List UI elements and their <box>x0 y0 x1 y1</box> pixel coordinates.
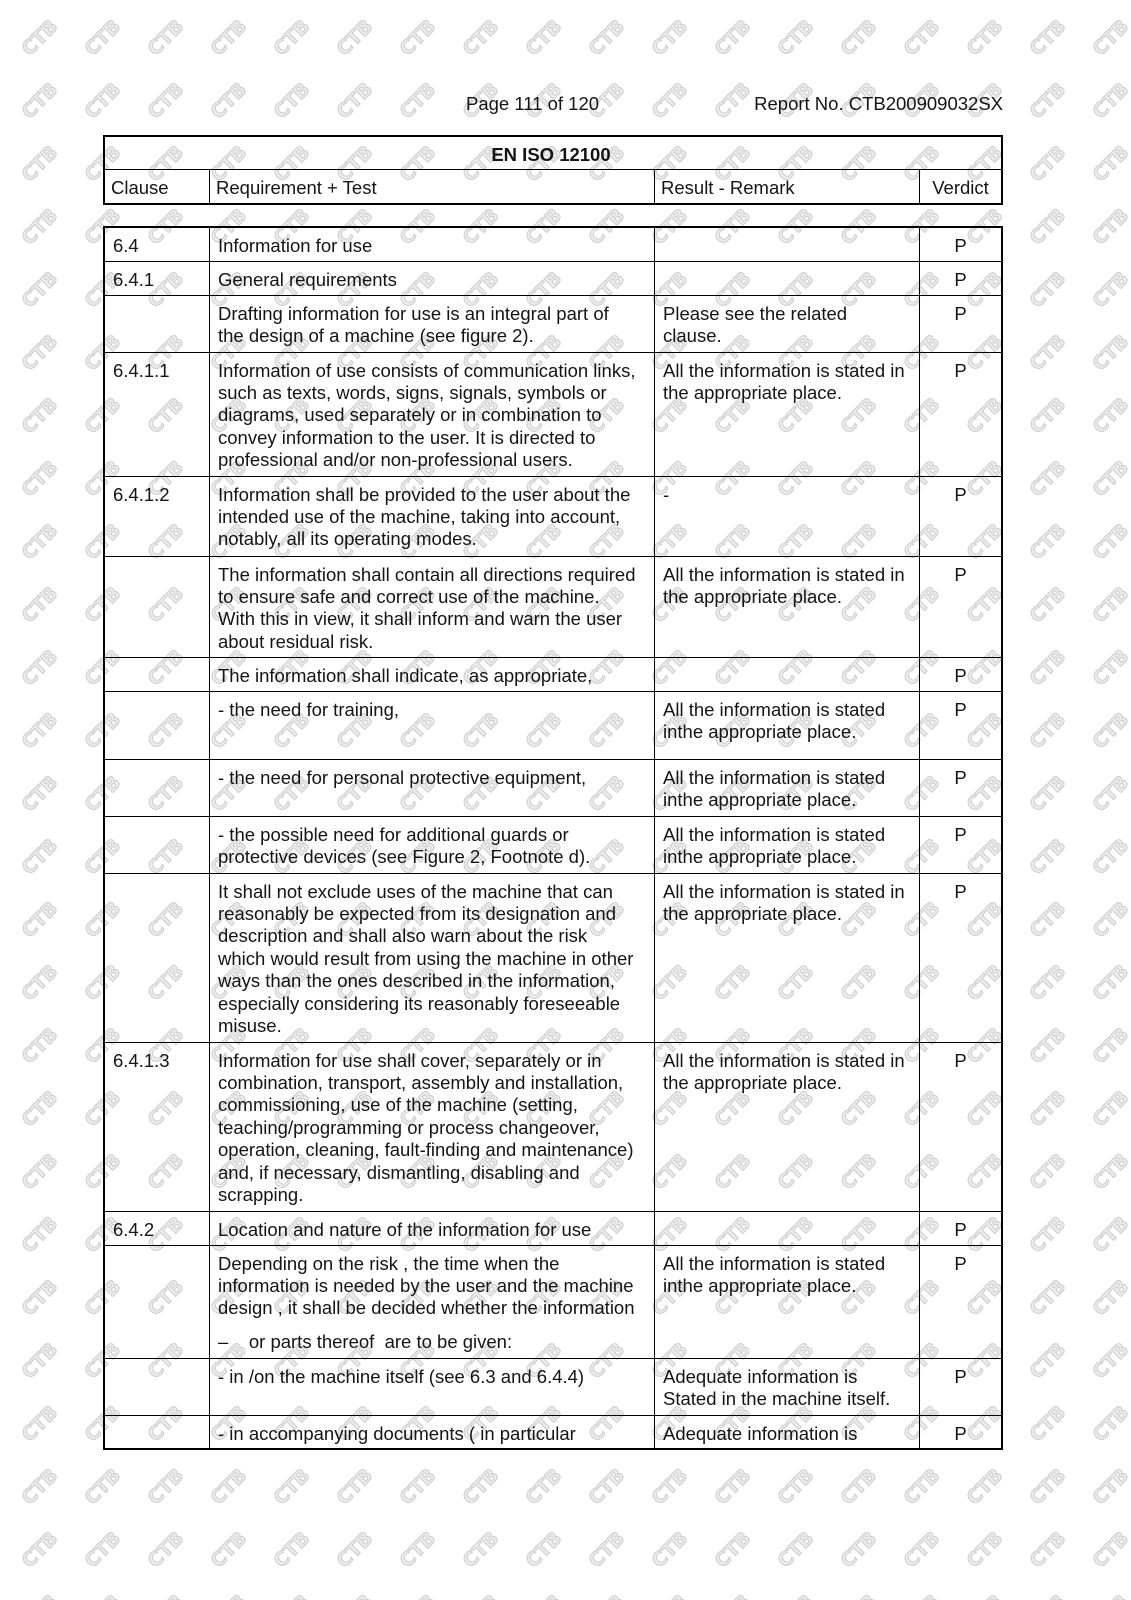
requirement-cell: The information shall indicate, as appropriate, <box>210 658 655 692</box>
table-row <box>105 1043 1003 1212</box>
result-cell <box>655 658 920 692</box>
verdict-cell: P <box>920 1416 1003 1450</box>
result-cell: - <box>655 477 920 557</box>
verdict-cell: P <box>920 353 1003 477</box>
requirement-cell: - the need for personal protective equipment, <box>210 760 655 817</box>
requirement-cell <box>210 1246 655 1359</box>
column-header-clause: Clause <box>105 170 210 205</box>
table-row <box>105 262 1003 296</box>
clause-cell: 6.4 <box>105 228 210 262</box>
verdict-cell: P <box>920 658 1003 692</box>
report-number: Report No. CTB200909032SX <box>754 93 1003 114</box>
clause-cell: 6.4.1 <box>105 262 210 296</box>
verdict-cell: P <box>920 557 1003 658</box>
column-header-result: Result - Remark <box>655 170 920 205</box>
verdict-cell: P <box>920 477 1003 557</box>
requirement-cell: - in /on the machine itself (see 6.3 and 6.4.4) <box>210 1359 655 1416</box>
clause-cell: 6.4.1.1 <box>105 353 210 477</box>
clause-cell <box>105 296 210 353</box>
clause-cell <box>105 817 210 874</box>
requirement-cell: - in accompanying documents ( in particular <box>210 1416 655 1450</box>
table-row <box>105 557 1003 658</box>
standard-header-table <box>103 135 1003 205</box>
clause-cell <box>105 760 210 817</box>
table-row <box>105 228 1003 262</box>
result-cell: All the information is stated in the appropriate place. <box>655 874 920 1043</box>
requirement-cell: Information shall be provided to the user about the intended use of the machine, taking into account, notably, all its operating modes. <box>210 477 655 557</box>
result-cell: All the information is stated inthe appropriate place. <box>655 692 920 760</box>
table-row <box>105 817 1003 874</box>
verdict-cell: P <box>920 1359 1003 1416</box>
result-cell: Please see the related clause. <box>655 296 920 353</box>
clause-cell <box>105 658 210 692</box>
column-header-requirement: Requirement + Test <box>210 170 655 205</box>
table-row <box>105 296 1003 353</box>
standard-title: EN ISO 12100 <box>105 137 1003 170</box>
clause-cell: 6.4.1.3 <box>105 1043 210 1212</box>
verdict-cell: P <box>920 262 1003 296</box>
requirement-cell: General requirements <box>210 262 655 296</box>
result-cell: All the information is stated inthe appropriate place. <box>655 760 920 817</box>
requirement-cell: Location and nature of the information for use <box>210 1212 655 1246</box>
column-header-verdict: Verdict <box>920 170 1003 205</box>
verdict-cell: P <box>920 228 1003 262</box>
requirement-cell: Drafting information for use is an integral part of the design of a machine (see figure 2). <box>210 296 655 353</box>
result-cell: All the information is stated inthe appropriate place. <box>655 817 920 874</box>
table-row <box>105 692 1003 760</box>
table-row <box>105 1416 1003 1450</box>
result-cell: All the information is stated in the appropriate place. <box>655 1043 920 1212</box>
clause-cell <box>105 557 210 658</box>
column-header-row <box>105 170 1003 205</box>
table-row <box>105 353 1003 477</box>
table-row <box>105 477 1003 557</box>
result-cell <box>655 262 920 296</box>
table-row <box>105 1359 1003 1416</box>
requirement-cell: Information for use shall cover, separately or in combination, transport, assembly and installation, commissioning, use of the machine (setting, teaching/programming or process changeover, operation, cleaning, fault-finding and maintenance) and, if necessary, dismantling, disabling and scrapping. <box>210 1043 655 1212</box>
requirement-cell: It shall not exclude uses of the machine that can reasonably be expected from its designation and description and shall also warn about the risk which would result from using the machine in other ways than the ones described in the information, especially considering its reasonably foreseeable misuse. <box>210 874 655 1043</box>
requirement-cell: Information for use <box>210 228 655 262</box>
clause-cell <box>105 692 210 760</box>
page-number: Page 111 of 120 <box>466 93 600 114</box>
result-cell <box>655 228 920 262</box>
clause-cell: 6.4.1.2 <box>105 477 210 557</box>
result-cell: Adequate information is <box>655 1416 920 1450</box>
requirement-note: – or parts thereof are to be given: <box>218 1331 513 1353</box>
clause-cell <box>105 1246 210 1359</box>
verdict-cell: P <box>920 296 1003 353</box>
requirement-cell: - the need for training, <box>210 692 655 760</box>
requirement-cell: - the possible need for additional guards or protective devices (see Figure 2, Footnote d). <box>210 817 655 874</box>
result-cell: All the information is stated inthe appropriate place. <box>655 1246 920 1359</box>
requirements-table <box>103 226 1003 1450</box>
result-cell: All the information is stated in the appropriate place. <box>655 557 920 658</box>
clause-cell <box>105 1416 210 1450</box>
clause-cell <box>105 1359 210 1416</box>
table-row <box>105 1246 1003 1359</box>
verdict-cell: P <box>920 817 1003 874</box>
table-row <box>105 1212 1003 1246</box>
clause-cell: 6.4.2 <box>105 1212 210 1246</box>
verdict-cell: P <box>920 874 1003 1043</box>
requirement-cell: Information of use consists of communication links, such as texts, words, signs, signals, symbols or diagrams, used separately or in combination to convey information to the user. It is directed to professional and/or non-professional users. <box>210 353 655 477</box>
result-cell: Adequate information is Stated in the machine itself. <box>655 1359 920 1416</box>
verdict-cell: P <box>920 760 1003 817</box>
standard-title-row <box>105 137 1003 170</box>
table-row <box>105 760 1003 817</box>
verdict-cell: P <box>920 692 1003 760</box>
verdict-cell: P <box>920 1246 1003 1359</box>
table-row <box>105 658 1003 692</box>
verdict-cell: P <box>920 1043 1003 1212</box>
requirement-text: Depending on the risk , the time when the information is needed by the user and the machine design , it shall be decided whether the information <box>218 1252 635 1319</box>
clause-cell <box>105 874 210 1043</box>
verdict-cell: P <box>920 1212 1003 1246</box>
result-cell <box>655 1212 920 1246</box>
requirement-cell: The information shall contain all directions required to ensure safe and correct use of the machine. With this in view, it shall inform and warn the user about residual risk. <box>210 557 655 658</box>
table-row <box>105 874 1003 1043</box>
result-cell: All the information is stated in the appropriate place. <box>655 353 920 477</box>
